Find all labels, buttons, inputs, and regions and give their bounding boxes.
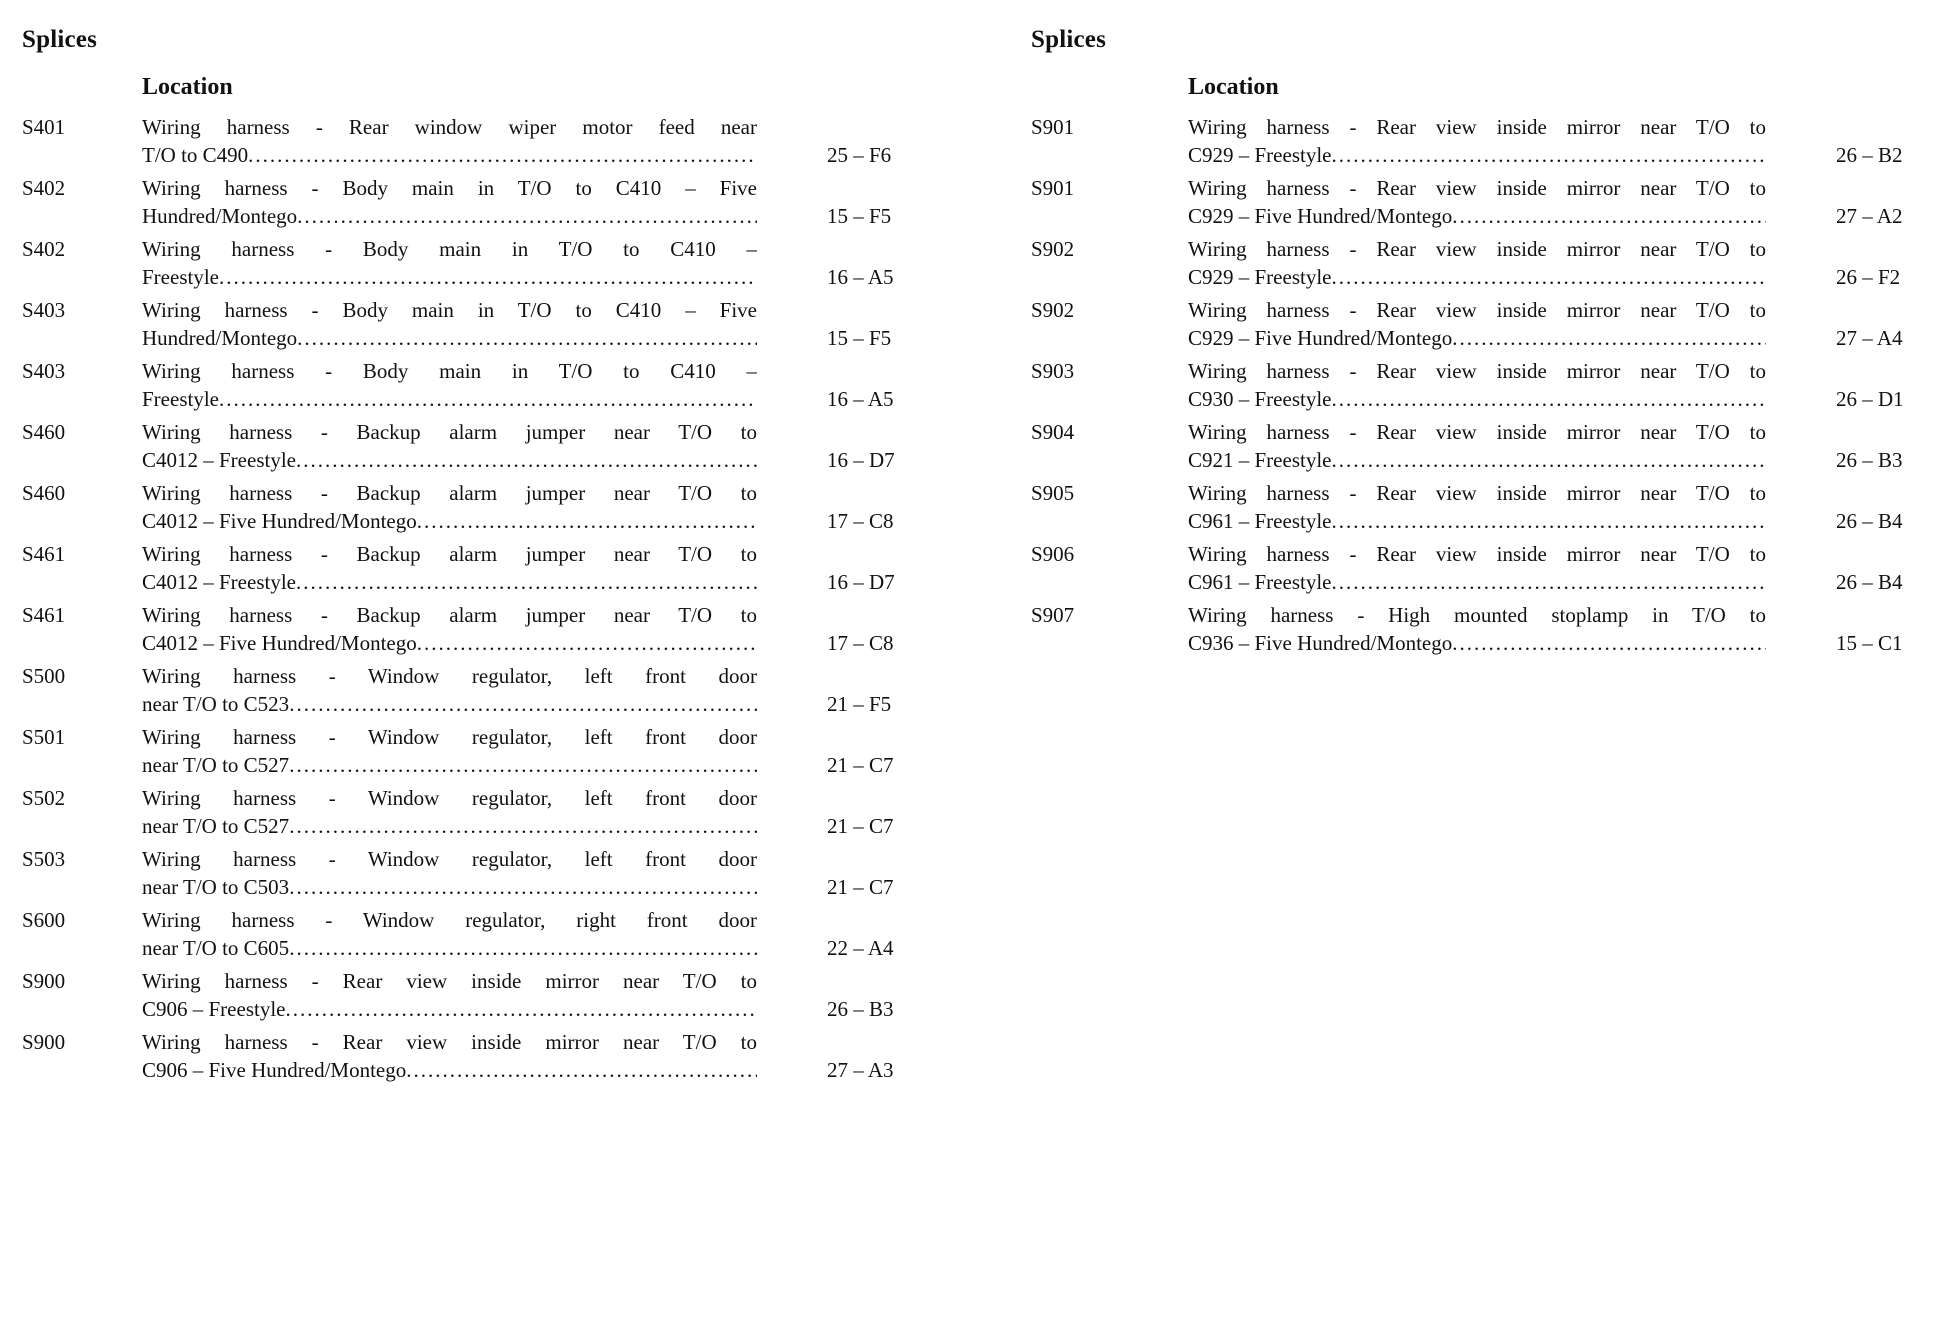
splice-desc-line2-row [142,507,757,535]
splice-location-code: 16 – A5 [827,387,894,411]
splice-desc-line1: Wiring harness - Rear view inside mirror near T/O to [1188,481,1766,505]
splice-desc-line2: T/O to C490 [142,143,249,167]
splice-description [1188,479,1836,535]
splice-id: S503 [22,847,66,871]
splice-desc-line2: near T/O to C527 [142,753,290,777]
splice-id: S905 [1031,481,1075,505]
splice-entry [22,113,927,169]
splice-location-code: 16 – A5 [827,265,894,289]
splice-entry [1031,601,1936,657]
splice-entry [22,784,927,840]
splice-description [142,845,827,901]
splice-location-code: 15 – C1 [1836,631,1903,655]
splice-location-code: 27 – A2 [1836,204,1903,228]
splice-location-code: 21 – C7 [827,814,894,838]
splice-desc-line1: Wiring harness - Window regulator, left front door [142,847,757,871]
splice-location-code: 26 – B2 [1836,143,1903,167]
splice-entry [1031,418,1936,474]
splice-desc-line1: Wiring harness - Backup alarm jumper near T/O to [142,603,757,627]
splice-description [1188,540,1836,596]
splice-desc-line2-row [1188,568,1766,596]
splice-id: S402 [22,176,66,200]
splice-location-code: 15 – F5 [827,326,892,350]
splice-desc-line1: Wiring harness - Rear view inside mirror near T/O to [1188,115,1766,139]
splice-entry [1031,174,1936,230]
splice-desc-line1: Wiring harness - Body main in T/O to C410 – [142,359,757,383]
entry-list [22,113,927,1084]
splice-desc-line1: Wiring harness - Window regulator, left front door [142,725,757,749]
splice-desc-line2: C961 – Freestyle [1188,509,1332,533]
splices-column-right [1031,26,1936,1328]
dot-leader [219,385,757,413]
splice-entry [22,418,927,474]
splice-desc-line2: near T/O to C605 [142,936,290,960]
splice-description [142,906,827,962]
splice-id: S904 [1031,420,1075,444]
splice-desc-line2: Freestyle [142,387,219,411]
splice-description [1188,601,1836,657]
splices-column-left [22,26,927,1328]
splice-entry [22,601,927,657]
splice-desc-line2: C4012 – Five Hundred/Montego [142,509,417,533]
splice-id: S402 [22,237,66,261]
splice-desc-line2: near T/O to C523 [142,692,290,716]
dot-leader [1331,568,1766,596]
splice-description [142,479,827,535]
splice-desc-line2: C936 – Five Hundred/Montego [1188,631,1453,655]
splice-entry [1031,113,1936,169]
splice-id: S401 [22,115,66,139]
splice-desc-line1: Wiring harness - Backup alarm jumper near T/O to [142,542,757,566]
splice-id: S501 [22,725,66,749]
splice-location-code: 22 – A4 [827,936,894,960]
splice-id: S902 [1031,237,1075,261]
splice-location-code: 26 – B4 [1836,570,1903,594]
splice-location-code: 26 – B3 [827,997,894,1021]
splice-desc-line2-row [1188,141,1766,169]
splice-description [142,1028,827,1084]
splice-id: S461 [22,603,66,627]
dot-leader [285,995,757,1023]
dot-leader [296,446,757,474]
splice-description [142,357,827,413]
splice-desc-line2: C929 – Five Hundred/Montego [1188,204,1453,228]
splice-desc-line1: Wiring harness - Backup alarm jumper near T/O to [142,420,757,444]
splice-entry [22,662,927,718]
splice-id: S500 [22,664,66,688]
dot-leader [289,873,757,901]
splice-id: S907 [1031,603,1075,627]
splice-desc-line2: C921 – Freestyle [1188,448,1332,472]
dot-leader [406,1056,757,1084]
splice-description [1188,418,1836,474]
splice-entry [22,174,927,230]
splice-id: S900 [22,1030,66,1054]
splice-id: S900 [22,969,66,993]
location-column-header: Location [142,74,233,100]
splice-location-code: 27 – A3 [827,1058,894,1082]
dot-leader [289,934,757,962]
splice-id: S461 [22,542,66,566]
dot-leader [1331,263,1766,291]
splice-desc-line2-row [1188,263,1766,291]
splice-desc-line2: C4012 – Five Hundred/Montego [142,631,417,655]
splice-location-code: 21 – F5 [827,692,892,716]
splice-entry [22,479,927,535]
splice-desc-line2-row [142,202,757,230]
splice-entry [1031,235,1936,291]
splice-desc-line2-row [142,690,757,718]
splice-entry [1031,296,1936,352]
splice-id: S903 [1031,359,1075,383]
splice-desc-line1: Wiring harness - Window regulator, left front door [142,786,757,810]
splice-id: S502 [22,786,66,810]
splice-desc-line1: Wiring harness - Rear view inside mirror near T/O to [1188,542,1766,566]
splice-desc-line2-row [142,324,757,352]
splice-description [142,113,827,169]
location-column-header: Location [1188,74,1279,100]
splice-desc-line2-row [142,385,757,413]
splice-description [142,662,827,718]
dot-leader [219,263,757,291]
dot-leader [417,507,757,535]
dot-leader [248,141,757,169]
splice-desc-line1: Wiring harness - High mounted stoplamp in T/O to [1188,603,1766,627]
splice-desc-line2-row [1188,629,1766,657]
dot-leader [297,202,757,230]
splice-desc-line2: C929 – Freestyle [1188,265,1332,289]
splice-description [142,235,827,291]
splice-location-code: 25 – F6 [827,143,892,167]
splice-id: S902 [1031,298,1075,322]
splice-desc-line2: near T/O to C527 [142,814,290,838]
splice-desc-line2-row [142,446,757,474]
splice-desc-line1: Wiring harness - Body main in T/O to C410 – Five [142,298,757,322]
dot-leader [417,629,757,657]
splice-desc-line1: Wiring harness - Backup alarm jumper near T/O to [142,481,757,505]
splice-description [142,540,827,596]
splice-location-code: 17 – C8 [827,631,894,655]
dot-leader [1331,446,1766,474]
splice-location-code: 21 – C7 [827,753,894,777]
splice-desc-line2-row [142,141,757,169]
splice-description [1188,174,1836,230]
splice-desc-line2: C4012 – Freestyle [142,448,296,472]
splice-desc-line2-row [142,1056,757,1084]
splice-desc-line1: Wiring harness - Rear view inside mirror near T/O to [1188,176,1766,200]
splice-description [142,601,827,657]
splice-desc-line2-row [142,629,757,657]
splice-entry [22,235,927,291]
splice-id: S906 [1031,542,1075,566]
splice-location-code: 16 – D7 [827,448,895,472]
splice-entry [22,967,927,1023]
splice-desc-line1: Wiring harness - Rear view inside mirror near T/O to [1188,359,1766,383]
splice-desc-line2: C906 – Freestyle [142,997,286,1021]
dot-leader [297,324,757,352]
splice-desc-line2-row [1188,446,1766,474]
splice-desc-line1: Wiring harness - Rear window wiper motor feed near [142,115,757,139]
splice-description [1188,296,1836,352]
splice-desc-line1: Wiring harness - Rear view inside mirror near T/O to [1188,298,1766,322]
splice-desc-line2: C4012 – Freestyle [142,570,296,594]
splice-desc-line1: Wiring harness - Window regulator, right front door [142,908,757,932]
splice-desc-line2-row [1188,385,1766,413]
splice-desc-line2-row [142,873,757,901]
splice-entry [1031,479,1936,535]
dot-leader [1452,202,1766,230]
splice-id: S460 [22,420,66,444]
dot-leader [1331,385,1766,413]
splice-entry [1031,540,1936,596]
splice-desc-line1: Wiring harness - Rear view inside mirror near T/O to [142,969,757,993]
splice-desc-line2: C929 – Freestyle [1188,143,1332,167]
dot-leader [1452,629,1766,657]
splice-description [1188,357,1836,413]
section-title: Splices [1031,26,1107,53]
splice-desc-line2-row [1188,324,1766,352]
splice-desc-line1: Wiring harness - Rear view inside mirror near T/O to [1188,237,1766,261]
splice-desc-line2: Freestyle [142,265,219,289]
splice-desc-line2-row [142,751,757,779]
splice-desc-line2: C906 – Five Hundred/Montego [142,1058,407,1082]
splice-description [1188,113,1836,169]
section-title: Splices [22,26,98,53]
splice-id: S600 [22,908,66,932]
splice-desc-line2-row [142,812,757,840]
splice-id: S901 [1031,115,1075,139]
splice-desc-line1: Wiring harness - Body main in T/O to C410 – Five [142,176,757,200]
splice-entry [22,845,927,901]
splice-entry [1031,357,1936,413]
splice-desc-line1: Wiring harness - Rear view inside mirror near T/O to [1188,420,1766,444]
splice-location-code: 16 – D7 [827,570,895,594]
splice-location-code: 15 – F5 [827,204,892,228]
splice-location-code: 21 – C7 [827,875,894,899]
splice-description [142,784,827,840]
splice-desc-line1: Wiring harness - Window regulator, left front door [142,664,757,688]
splice-entry [22,296,927,352]
splice-entry [22,906,927,962]
splice-desc-line2-row [142,568,757,596]
dot-leader [289,812,757,840]
splice-desc-line2: C961 – Freestyle [1188,570,1332,594]
dot-leader [289,751,757,779]
splice-description [142,174,827,230]
splice-desc-line2-row [142,934,757,962]
splice-desc-line2-row [142,263,757,291]
splice-desc-line2: C930 – Freestyle [1188,387,1332,411]
splice-description [1188,235,1836,291]
splice-location-code: 26 – B4 [1836,509,1903,533]
splice-desc-line2-row [142,995,757,1023]
splice-description [142,723,827,779]
splice-desc-line2: near T/O to C503 [142,875,290,899]
splice-location-code: 26 – D1 [1836,387,1904,411]
splice-desc-line1: Wiring harness - Body main in T/O to C410 – [142,237,757,261]
dot-leader [1331,507,1766,535]
splice-desc-line2: Hundred/Montego [142,326,298,350]
splice-id: S403 [22,359,66,383]
splice-description [142,967,827,1023]
splice-desc-line2: C929 – Five Hundred/Montego [1188,326,1453,350]
splice-entry [22,540,927,596]
dot-leader [289,690,757,718]
splice-description [142,418,827,474]
splice-desc-line2: Hundred/Montego [142,204,298,228]
splice-location-code: 27 – A4 [1836,326,1903,350]
dot-leader [1331,141,1766,169]
splice-id: S403 [22,298,66,322]
splice-entry [22,1028,927,1084]
splice-description [142,296,827,352]
entry-list [1031,113,1936,657]
splice-entry [22,357,927,413]
splice-desc-line1: Wiring harness - Rear view inside mirror near T/O to [142,1030,757,1054]
splice-desc-line2-row [1188,202,1766,230]
splice-id: S460 [22,481,66,505]
splice-location-code: 17 – C8 [827,509,894,533]
splice-location-code: 26 – B3 [1836,448,1903,472]
splice-id: S901 [1031,176,1075,200]
dot-leader [296,568,757,596]
splice-desc-line2-row [1188,507,1766,535]
splice-location-code: 26 – F2 [1836,265,1901,289]
splice-entry [22,723,927,779]
dot-leader [1452,324,1766,352]
